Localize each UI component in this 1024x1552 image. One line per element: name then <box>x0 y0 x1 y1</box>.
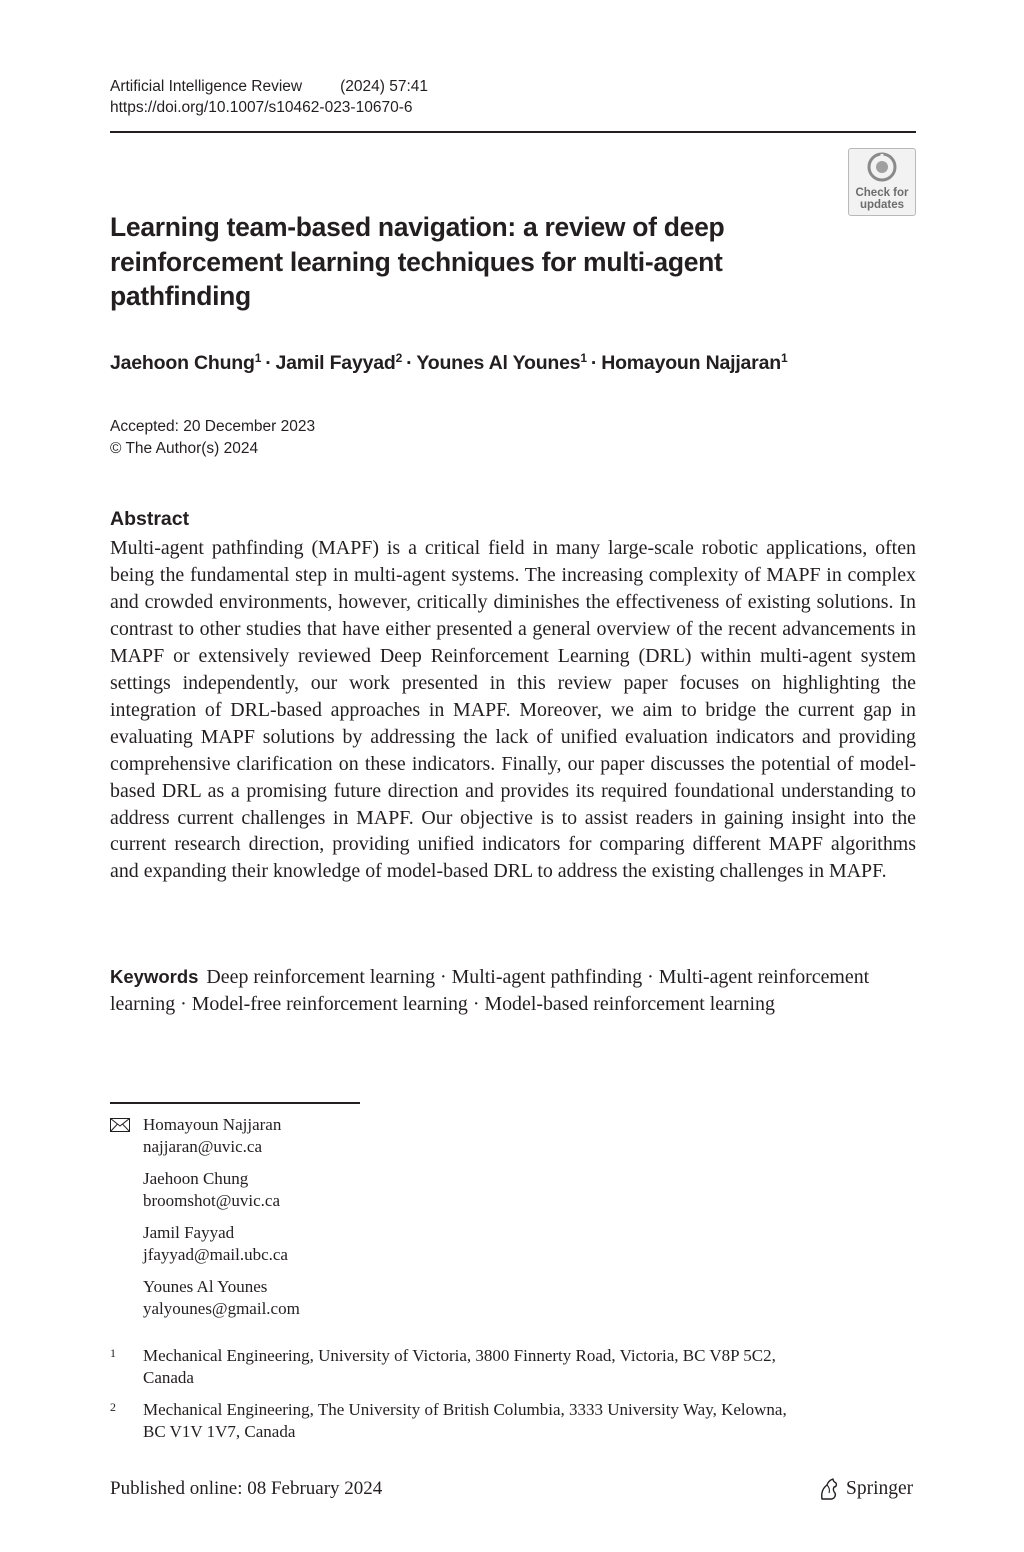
contact-email[interactable]: najjaran@uvic.ca <box>143 1136 263 1156</box>
author-affiliation-mark: 1 <box>254 351 262 365</box>
contact-name: Younes Al Younes <box>143 1277 268 1296</box>
affiliation-line: Canada <box>143 1367 194 1387</box>
published-online-date: Published online: 08 February 2024 <box>110 1478 383 1499</box>
contact-entry <box>110 1168 916 1211</box>
journal-volume: (2024) 57:41 <box>340 78 429 95</box>
author-affiliation-mark: 1 <box>780 351 788 365</box>
check-for-updates-badge[interactable] <box>848 148 916 216</box>
contact-entry <box>110 1276 916 1319</box>
accepted-date: Accepted: 20 December 2023 <box>110 418 316 435</box>
article-dates <box>110 416 315 460</box>
author-name[interactable]: Homayoun Najjaran <box>601 352 781 374</box>
header-rule <box>110 131 916 133</box>
check-updates-line1: Check for <box>855 187 909 199</box>
contact-name: Homayoun Najjaran <box>143 1115 282 1134</box>
contact-name: Jamil Fayyad <box>143 1223 235 1242</box>
affiliation-entry <box>110 1399 916 1442</box>
author-separator: · <box>406 352 413 374</box>
author-name[interactable]: Younes Al Younes <box>416 352 581 374</box>
check-updates-icon <box>865 152 899 182</box>
footnote-rule <box>110 1102 360 1104</box>
author-separator: · <box>265 352 272 374</box>
journal-name: Artificial Intelligence Review <box>110 78 303 95</box>
keywords-text: Deep reinforcement learning · Multi-agent pathfinding · Multi-agent reinforcement learning · Model-free reinforcement learning · Model-based reinforcement learning <box>110 966 870 1015</box>
affiliation-entry <box>110 1345 916 1388</box>
running-header <box>110 76 916 118</box>
abstract-text: Multi-agent pathfinding (MAPF) is a critical field in many large-scale robotic applications, often being the fundamental step in multi-agent systems. The increasing complexity of MAPF in complex and crowded environments, however, critically diminishes the effectiveness of existing solutions. In contrast to other studies that have either presented a general overview of the recent advancements in MAPF or extensively reviewed Deep Reinforcement Learning (DRL) within multi-agent system settings independently, our work presented in this review paper focuses on highlighting the integration of DRL-based approaches in MAPF. Moreover, we aim to bridge the current gap in evaluating MAPF solutions by addressing the lack of unified evaluation indicators and providing comprehensive clarification on these indicators. Finally, our paper discusses the potential of model-based DRL as a promising future direction and provides its required foundational understanding to address current challenges in MAPF. Our objective is to assist readers in gaining insight into the current research direction, providing unified indicators for comparing different MAPF algorithms and expanding their knowledge of model-based DRL to address the existing challenges in MAPF. <box>110 537 916 883</box>
affiliation-number: 2 <box>110 1400 116 1414</box>
contact-list <box>110 1114 916 1330</box>
author-name[interactable]: Jamil Fayyad <box>275 352 396 374</box>
envelope-icon <box>110 1118 130 1132</box>
affiliation-number: 1 <box>110 1346 116 1360</box>
contact-entry <box>110 1114 916 1157</box>
abstract-heading: Abstract <box>110 508 190 530</box>
contact-email[interactable]: jfayyad@mail.ubc.ca <box>143 1244 288 1264</box>
copyright-notice: © The Author(s) 2024 <box>110 440 259 457</box>
title-line: Learning team-based navigation: a review of deep <box>110 212 725 242</box>
author-name[interactable]: Jaehoon Chung <box>110 352 255 374</box>
affiliation-line: BC V1V 1V7, Canada <box>143 1421 296 1441</box>
article-title <box>110 210 810 314</box>
contact-email[interactable]: broomshot@uvic.ca <box>143 1190 280 1210</box>
title-line: reinforcement learning techniques for multi-agent <box>110 246 723 277</box>
affiliation-line: Mechanical Engineering, University of Victoria, 3800 Finnerty Road, Victoria, BC V8P 5C2, <box>143 1346 776 1365</box>
keywords-label: Keywords <box>110 966 199 987</box>
title-line: pathfinding <box>110 281 251 311</box>
author-affiliation-mark: 1 <box>580 351 587 365</box>
check-updates-line2: updates <box>859 199 905 211</box>
author-affiliation-mark: 2 <box>395 351 403 365</box>
publisher-name: Springer <box>846 1478 914 1499</box>
contact-entry <box>110 1222 916 1265</box>
contact-name: Jaehoon Chung <box>143 1169 249 1188</box>
affiliation-list <box>110 1345 916 1453</box>
doi-link[interactable]: https://doi.org/10.1007/s10462-023-10670-6 <box>110 99 413 116</box>
keywords-block <box>110 963 916 1018</box>
springer-horse-icon <box>818 1477 840 1501</box>
contact-email[interactable]: yalyounes@gmail.com <box>143 1298 300 1318</box>
author-list <box>110 352 916 375</box>
affiliation-line: Mechanical Engineering, The University of British Columbia, 3333 University Way, Kelowna, <box>143 1400 787 1419</box>
publisher-logo[interactable] <box>818 1477 913 1501</box>
author-separator: · <box>590 352 598 374</box>
